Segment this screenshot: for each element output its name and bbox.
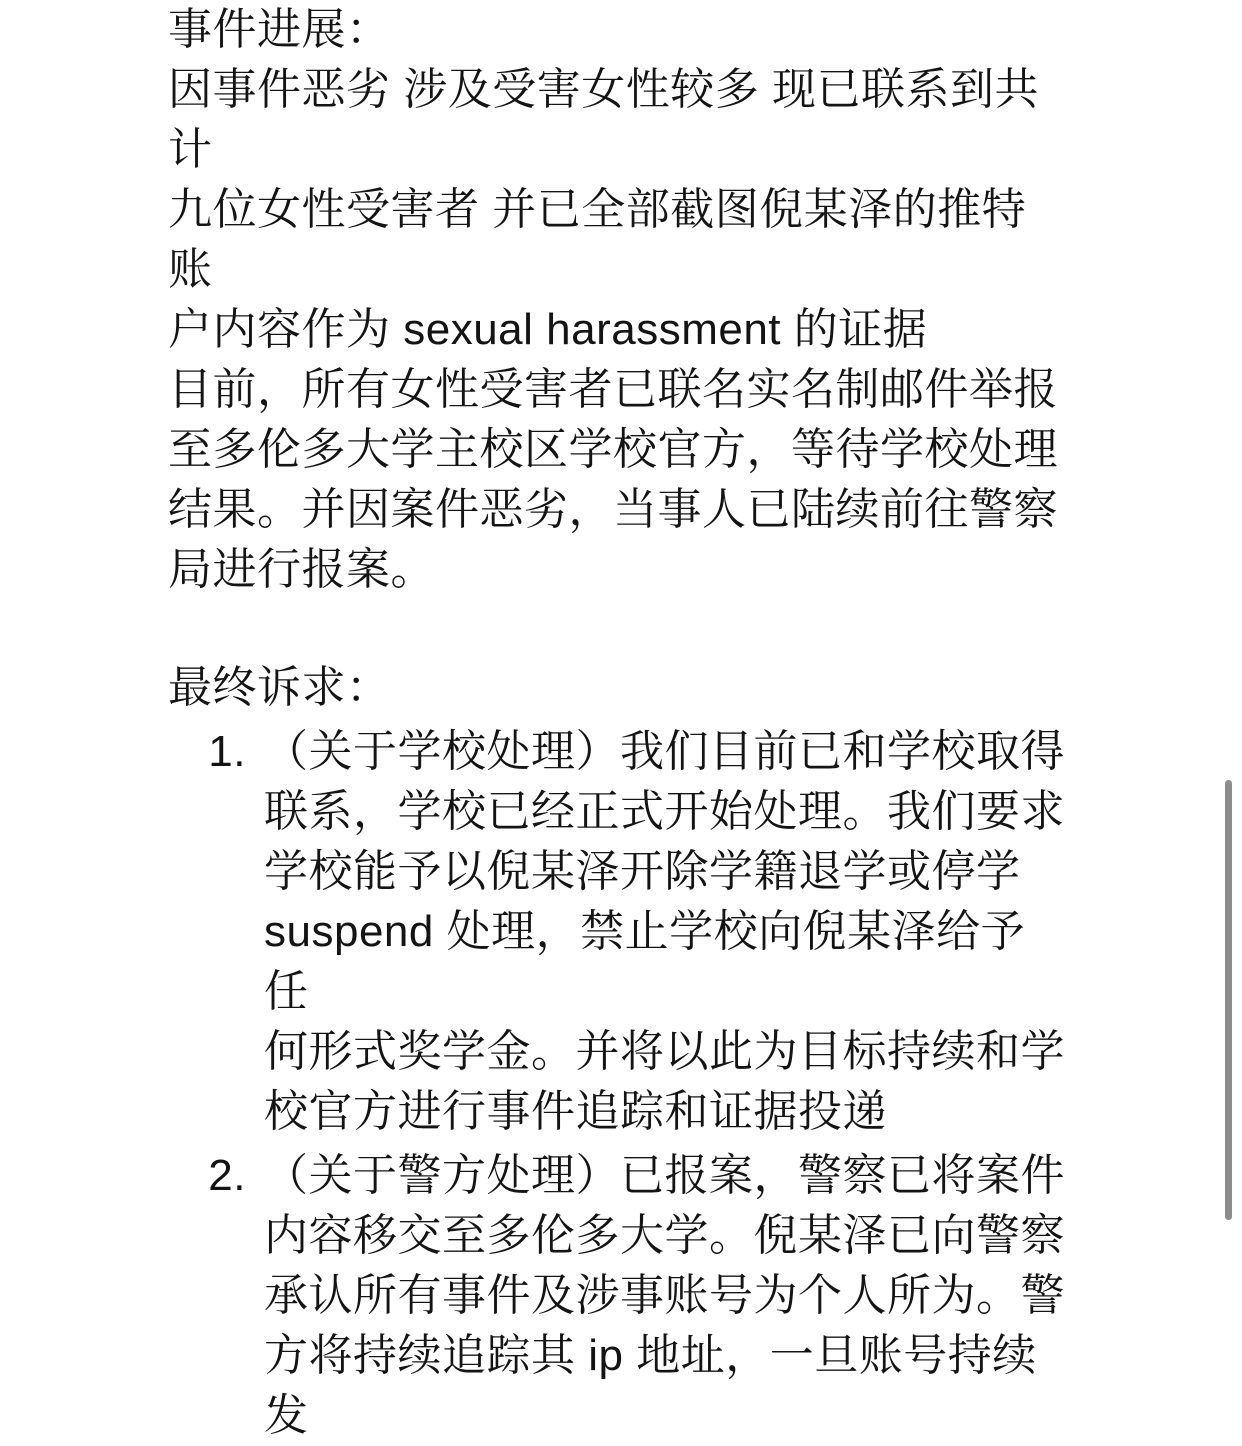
- item1-line3: 学校能予以倪某泽开除学籍退学或停学: [264, 847, 1021, 896]
- section-spacer: [168, 600, 1068, 658]
- list-item-body-2: [264, 1146, 1068, 1446]
- progress-paragraph1-line1: 因事件恶劣 涉及受害女性较多 现已联系到共计: [168, 65, 1039, 174]
- progress-paragraph2-line4: 局进行报案。: [168, 545, 435, 594]
- progress-paragraph2-line1: 目前，所有女性受害者已联名实名制邮件举报: [168, 365, 1058, 414]
- list-item-number-2: 2.: [208, 1151, 246, 1200]
- demands-heading: 最终诉求：: [168, 663, 391, 712]
- progress-paragraph1-line3: 户内容作为 sexual harassment 的证据: [168, 305, 928, 354]
- list-item: [168, 722, 1068, 1142]
- list-item-number-1: 1.: [208, 727, 246, 776]
- item1-line1: （关于学校处理）我们目前已和学校取得: [264, 727, 1065, 776]
- scrollbar-track[interactable]: [1224, 0, 1232, 1222]
- list-item-body-1: [264, 722, 1068, 1142]
- item1-line6: 校官方进行事件追踪和证据投递: [264, 1087, 887, 1136]
- demands-section: [168, 658, 1068, 1446]
- item2-line3: 承认所有事件及涉事账号为个人所为。警: [264, 1271, 1065, 1320]
- progress-heading: 事件进展：: [168, 5, 391, 54]
- document-content: [168, 0, 1068, 1446]
- item2-line2: 内容移交至多伦多大学。倪某泽已向警察: [264, 1211, 1065, 1260]
- scrollbar-thumb[interactable]: [1225, 780, 1232, 1220]
- progress-paragraph2-line3: 结果。并因案件恶劣，当事人已陆续前往警察: [168, 485, 1058, 534]
- item2-line4: 方将持续追踪其 ip 地址，一旦账号持续发: [264, 1331, 1037, 1440]
- progress-section: [168, 0, 1068, 600]
- item1-line5: 何形式奖学金。并将以此为目标持续和学: [264, 1027, 1065, 1076]
- list-item: [168, 1146, 1068, 1446]
- progress-paragraph2-line2: 至多伦多大学主校区学校官方，等待学校处理: [168, 425, 1058, 474]
- item1-line2: 联系，学校已经正式开始处理。我们要求: [264, 787, 1065, 836]
- item1-line4: suspend 处理，禁止学校向倪某泽给予任: [264, 907, 1026, 1016]
- item2-line1: （关于警方处理）已报案，警察已将案件: [264, 1151, 1065, 1200]
- demands-list: [168, 722, 1068, 1446]
- progress-paragraph1-line2: 九位女性受害者 并已全部截图倪某泽的推特账: [168, 185, 1027, 294]
